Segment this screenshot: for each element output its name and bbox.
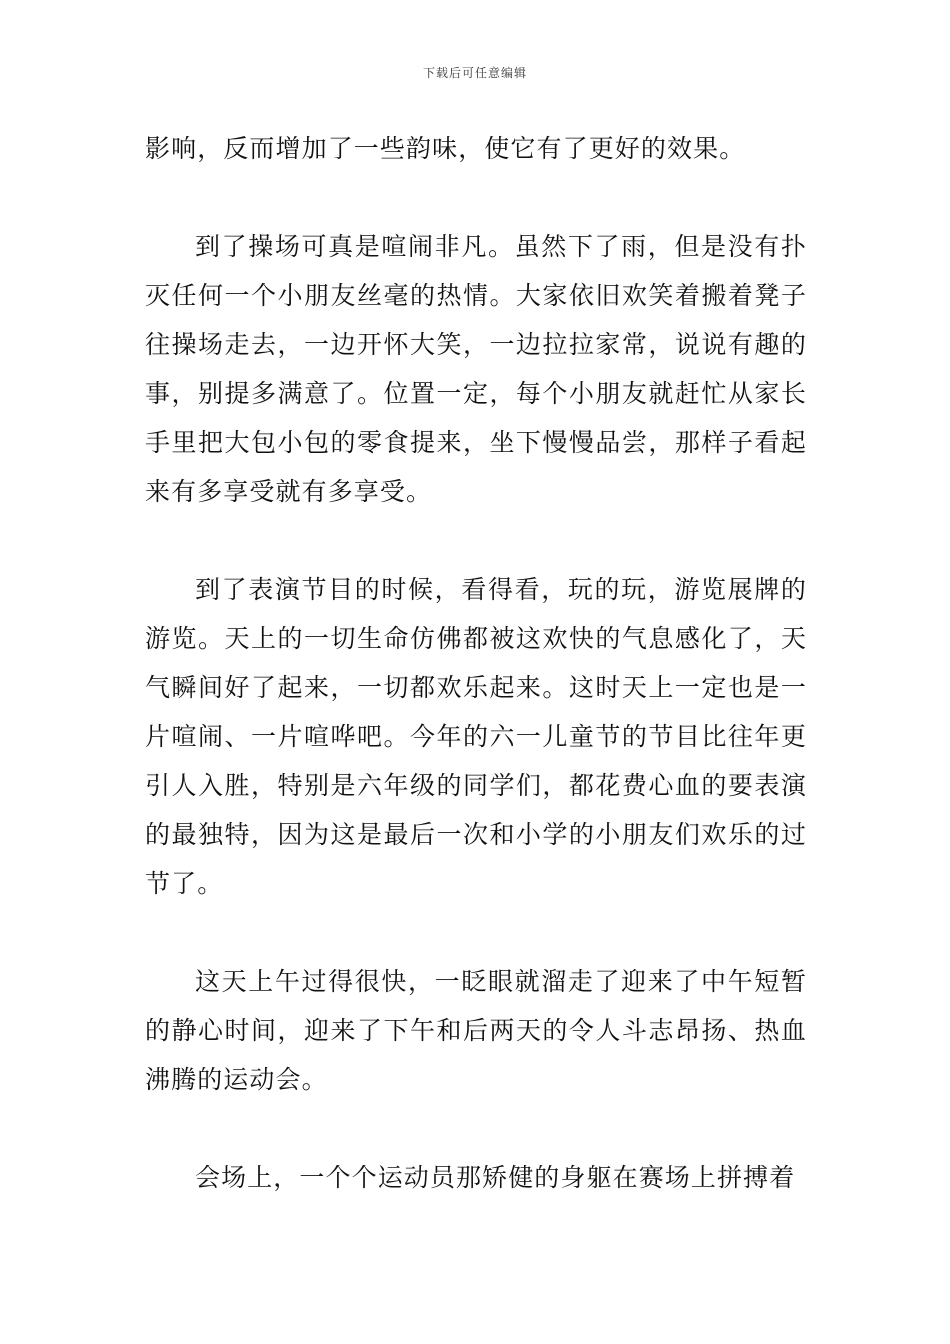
paragraph-4: 这天上午过得很快，一眨眼就溜走了迎来了中午短暂的静心时间，迎来了下午和后两天的令人斗志昂扬、热血沸腾的运动会。	[145, 967, 807, 1094]
paragraph-3: 到了表演节目的时候，看得看，玩的玩，游览展牌的游览。天上的一切生命仿佛都被这欢快的气息感化了，天气瞬间好了起来，一切都欢乐起来。这时天上一定也是一片喧闹、一片喧哗吧。今年的六一儿童节的节目比往年更引人入胜，特别是六年级的同学们，都花费心血的要表演的最独特，因为这是最后一次和小学的小朋友们欢乐的过节了。	[145, 575, 807, 898]
paragraph-5: 会场上，一个个运动员那矫健的身躯在赛场上拼搏着	[195, 1163, 796, 1192]
paragraph-2: 到了操场可真是喧闹非凡。虽然下了雨，但是没有扑灭任何一个小朋友丝毫的热情。大家依旧欢笑着搬着凳子往操场走去，一边开怀大笑，一边拉拉家常，说说有趣的事，别提多满意了。位置一定，每个小朋友就赶忙从家长手里把大包小包的零食提来，坐下慢慢品尝，那样子看起来有多享受就有多享受。	[145, 232, 807, 506]
page-header-note: 下载后可任意编辑	[422, 66, 527, 80]
document-body	[145, 124, 807, 1202]
paragraph-1: 影响，反而增加了一些韵味，使它有了更好的效果。	[145, 134, 746, 163]
